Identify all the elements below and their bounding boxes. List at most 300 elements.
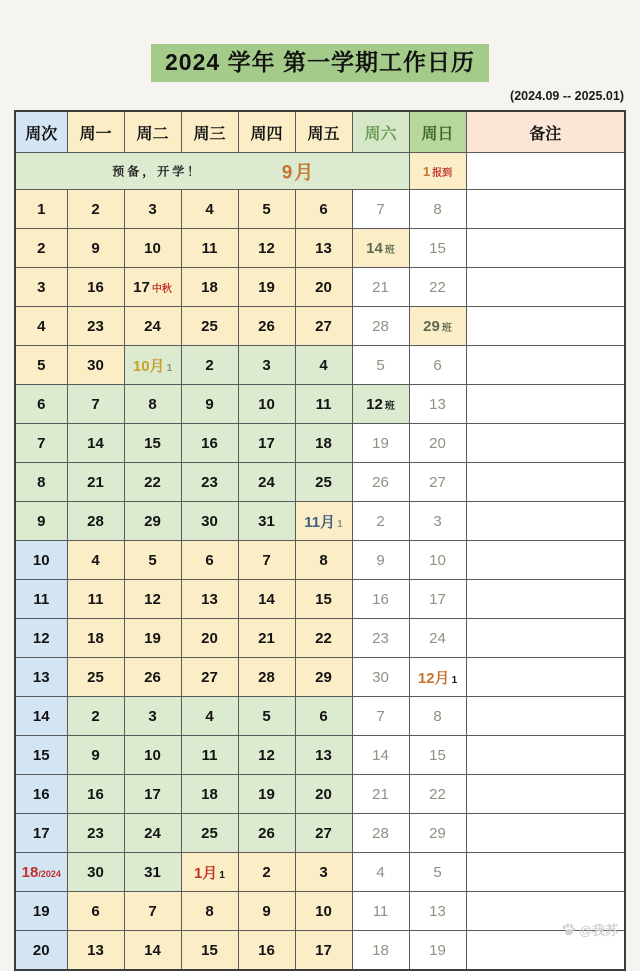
day-cell <box>67 619 124 658</box>
header-row <box>15 111 625 153</box>
day-cell <box>409 502 466 541</box>
cell-text: 6 <box>37 395 46 413</box>
cell-text: 27 <box>315 317 332 335</box>
note-cell <box>466 853 625 892</box>
cell-text: 7 <box>376 707 385 725</box>
day-cell <box>238 736 295 775</box>
day-cell <box>124 385 181 424</box>
week-row <box>15 931 625 971</box>
day-cell <box>352 541 409 580</box>
week-row <box>15 697 625 736</box>
cell-text: 3 <box>433 512 442 530</box>
cell-annotation: 1 <box>166 362 173 374</box>
day-cell <box>409 580 466 619</box>
cell-text: 7 <box>262 551 271 569</box>
cell-text: 23 <box>372 629 389 647</box>
cell-text: 12 <box>366 395 383 413</box>
cell-text: 24 <box>144 824 161 842</box>
day-cell <box>409 190 466 229</box>
cell-text: 13 <box>32 668 50 686</box>
day-cell <box>352 931 409 971</box>
day-cell <box>352 346 409 385</box>
day-cell <box>238 502 295 541</box>
day-cell <box>124 502 181 541</box>
cell-text: 10 <box>429 551 446 569</box>
cell-text: 9 <box>262 902 271 920</box>
day-cell <box>238 307 295 346</box>
cell-text: 7 <box>37 434 46 452</box>
cell-text: 7 <box>148 902 157 920</box>
day-cell <box>67 541 124 580</box>
day-cell <box>352 892 409 931</box>
cell-text: 5 <box>148 551 157 569</box>
day-cell <box>67 736 124 775</box>
week-number-cell <box>15 775 67 814</box>
cell-text: 30 <box>201 512 218 530</box>
week-number-cell <box>15 892 67 931</box>
cell-text: 30 <box>87 863 104 881</box>
week-number-cell <box>15 931 67 971</box>
cell-text: 10 <box>315 902 332 920</box>
cell-text: 22 <box>429 785 446 803</box>
day-cell <box>124 697 181 736</box>
day-cell <box>409 697 466 736</box>
day-cell <box>67 229 124 268</box>
cell-text: 6 <box>91 902 100 920</box>
cell-text: 1 <box>37 200 46 218</box>
week-row <box>15 463 625 502</box>
day-cell <box>352 385 409 424</box>
cell-text: 8 <box>148 395 157 413</box>
week-row <box>15 424 625 463</box>
day-cell <box>295 619 352 658</box>
day-cell <box>409 463 466 502</box>
day-cell <box>124 541 181 580</box>
week-number-cell <box>15 580 67 619</box>
day-cell <box>295 736 352 775</box>
day-cell <box>409 658 466 697</box>
cell-text: 11 <box>372 902 389 920</box>
week-row <box>15 892 625 931</box>
cell-text: 11 <box>315 395 332 413</box>
day-cell <box>181 814 238 853</box>
day-cell <box>124 424 181 463</box>
date-range: (2024.09 -- 2025.01) <box>510 89 624 103</box>
day-cell <box>295 853 352 892</box>
day-cell <box>238 580 295 619</box>
day-cell <box>124 853 181 892</box>
cell-text: 24 <box>144 317 161 335</box>
day-cell <box>352 814 409 853</box>
cell-text: 17 <box>258 434 275 452</box>
header-cell: 周三 <box>181 111 238 153</box>
cell-text: 5 <box>376 356 385 374</box>
day-cell <box>238 658 295 697</box>
day-cell <box>352 307 409 346</box>
day-cell <box>295 541 352 580</box>
cell-text: 6 <box>319 200 328 218</box>
day-cell <box>238 892 295 931</box>
cell-text: 27 <box>429 473 446 491</box>
cell-annotation: 中秋 <box>151 283 172 295</box>
cell-text: 2 <box>37 239 46 257</box>
cell-text: 9 <box>205 395 214 413</box>
cell-text: 2 <box>91 200 100 218</box>
cell-text: 25 <box>201 824 218 842</box>
cell-annotation: 班 <box>441 322 452 334</box>
cell-text: 19 <box>429 941 446 959</box>
day-cell <box>124 346 181 385</box>
cell-text: 11月 <box>304 513 336 531</box>
day-cell <box>352 775 409 814</box>
cell-text: 10 <box>32 551 50 569</box>
cell-text: 7 <box>376 200 385 218</box>
cell-text: 4 <box>91 551 100 569</box>
september-month-row <box>15 153 625 190</box>
day-cell <box>238 697 295 736</box>
cell-text: 18 <box>87 629 104 647</box>
day-cell <box>409 346 466 385</box>
day-cell <box>295 580 352 619</box>
cell-text: 4 <box>205 707 214 725</box>
cell-text: 22 <box>144 473 161 491</box>
cell-text: 3 <box>148 200 157 218</box>
cell-text: 26 <box>144 668 161 686</box>
cell-text: 6 <box>433 356 442 374</box>
day-cell <box>295 385 352 424</box>
day-cell <box>409 931 466 971</box>
cell-text: 19 <box>32 902 50 920</box>
day-cell <box>67 268 124 307</box>
day-cell <box>124 580 181 619</box>
day-cell <box>352 229 409 268</box>
cell-annotation: 1 <box>219 869 225 881</box>
cell-text: 20 <box>315 278 332 296</box>
cell-text: 3 <box>148 707 157 725</box>
week-row <box>15 541 625 580</box>
cell-annotation: 1 <box>337 518 343 530</box>
cell-text: 21 <box>372 278 389 296</box>
note-cell <box>466 580 625 619</box>
day-cell <box>238 385 295 424</box>
week-number-cell <box>15 853 67 892</box>
day-cell <box>181 463 238 502</box>
day-cell <box>238 463 295 502</box>
cell-text: 26 <box>258 317 275 335</box>
cell-annotation: 班 <box>384 244 395 256</box>
cell-text: 8 <box>433 707 442 725</box>
day-cell <box>67 463 124 502</box>
cell-text: 23 <box>87 317 104 335</box>
day-cell <box>67 307 124 346</box>
week-row <box>15 736 625 775</box>
cell-text: 17 <box>144 785 161 803</box>
day-cell <box>124 190 181 229</box>
cell-text: 9 <box>37 512 46 530</box>
day-cell <box>409 814 466 853</box>
week-number-cell <box>15 424 67 463</box>
cell-text: 31 <box>144 863 161 881</box>
cell-text: 28 <box>372 317 389 335</box>
day-cell <box>352 658 409 697</box>
cell-text: 30 <box>372 668 389 686</box>
cell-text: 21 <box>372 785 389 803</box>
day-cell <box>67 346 124 385</box>
day-cell <box>181 502 238 541</box>
cell-text: 13 <box>429 902 446 920</box>
cell-text: 15 <box>201 941 218 959</box>
cell-text: 29 <box>429 824 446 842</box>
day-cell <box>67 814 124 853</box>
cell-text: 8 <box>319 551 328 569</box>
cell-text: 12月 <box>417 669 450 687</box>
day-cell <box>124 931 181 971</box>
week-row <box>15 229 625 268</box>
cell-text: 18 <box>372 941 389 959</box>
cell-text: 8 <box>433 200 442 218</box>
day-cell <box>181 190 238 229</box>
day-cell <box>67 931 124 971</box>
note-cell <box>466 658 625 697</box>
day-cell <box>181 307 238 346</box>
cell-text: 18 <box>21 863 39 881</box>
day-cell <box>295 424 352 463</box>
cell-text: 8 <box>37 473 46 491</box>
cell-text: 14 <box>372 746 389 764</box>
day-cell <box>352 268 409 307</box>
cell-text: 28 <box>87 512 104 530</box>
month-band-note: 预备，开学！ <box>112 164 203 179</box>
header-cell: 周日 <box>409 111 466 153</box>
day-cell <box>67 775 124 814</box>
day-cell <box>124 268 181 307</box>
cell-text: 25 <box>87 668 104 686</box>
day-cell <box>238 853 295 892</box>
day-cell <box>67 385 124 424</box>
cell-text: 17 <box>133 278 150 296</box>
day-cell <box>67 190 124 229</box>
day-cell <box>295 268 352 307</box>
cell-text: 1月 <box>194 864 218 882</box>
day-cell <box>409 853 466 892</box>
day-cell <box>352 736 409 775</box>
day-cell <box>181 736 238 775</box>
day-cell <box>124 463 181 502</box>
cell-text: 1 <box>422 163 431 179</box>
note-cell <box>466 385 625 424</box>
cell-text: 9 <box>91 746 100 764</box>
cell-text: 10 <box>258 395 275 413</box>
cell-text: 23 <box>201 473 218 491</box>
week-number-cell <box>15 385 67 424</box>
header-cell: 周五 <box>295 111 352 153</box>
day-cell <box>238 346 295 385</box>
day-cell <box>238 541 295 580</box>
week-number-cell <box>15 697 67 736</box>
week-row <box>15 658 625 697</box>
cell-text: 12 <box>32 629 50 647</box>
day-cell <box>181 892 238 931</box>
cell-text: 13 <box>87 941 104 959</box>
day-cell <box>409 424 466 463</box>
cell-text: 2 <box>205 356 214 374</box>
day-cell <box>124 658 181 697</box>
cell-text: 19 <box>258 278 275 296</box>
paw-icon <box>561 922 576 937</box>
day-cell <box>295 502 352 541</box>
note-cell <box>466 268 625 307</box>
cell-text: 16 <box>372 590 389 608</box>
day-cell <box>181 385 238 424</box>
week-number-cell <box>15 463 67 502</box>
day-cell <box>238 424 295 463</box>
cell-text: 24 <box>258 473 275 491</box>
cell-annotation: 报到 <box>432 167 453 179</box>
cell-text: 25 <box>201 317 218 335</box>
day-cell <box>124 814 181 853</box>
cell-text: 10 <box>144 239 161 257</box>
cell-text: 2 <box>91 707 100 725</box>
cell-text: 2 <box>376 512 385 530</box>
week-row <box>15 853 625 892</box>
day-cell <box>181 424 238 463</box>
day-cell <box>295 814 352 853</box>
day-cell <box>181 268 238 307</box>
week-row <box>15 307 625 346</box>
cell-text: 16 <box>87 785 104 803</box>
cell-text: 3 <box>37 278 46 296</box>
watermark-text: @我苏 <box>579 923 618 938</box>
cell-text: 16 <box>32 785 50 803</box>
cell-text: 26 <box>372 473 389 491</box>
cell-text: 16 <box>258 941 275 959</box>
cell-text: 4 <box>376 863 385 881</box>
day-cell <box>295 190 352 229</box>
week-row <box>15 502 625 541</box>
day-cell <box>295 697 352 736</box>
note-cell <box>466 346 625 385</box>
day-cell <box>295 229 352 268</box>
week-row <box>15 190 625 229</box>
calendar-table <box>14 110 626 971</box>
day-cell <box>409 619 466 658</box>
cell-text: 30 <box>87 356 104 374</box>
cell-text: 11 <box>33 590 50 608</box>
cell-text: 12 <box>258 746 275 764</box>
day-cell <box>295 307 352 346</box>
cell-text: 14 <box>144 941 161 959</box>
cell-text: 3 <box>319 863 328 881</box>
cell-text: 25 <box>315 473 332 491</box>
cell-text: 14 <box>32 707 50 725</box>
day-cell <box>409 385 466 424</box>
header-cell: 周一 <box>67 111 124 153</box>
cell-text: 11 <box>201 239 218 257</box>
note-cell <box>466 229 625 268</box>
cell-text: 4 <box>37 317 46 335</box>
week-number-cell <box>15 190 67 229</box>
day-cell <box>67 892 124 931</box>
week-row <box>15 385 625 424</box>
day-cell <box>124 229 181 268</box>
cell-text: 21 <box>87 473 104 491</box>
day-cell <box>352 580 409 619</box>
week-row <box>15 580 625 619</box>
week-number-cell <box>15 814 67 853</box>
cell-text: 20 <box>201 629 218 647</box>
week-number-cell <box>15 268 67 307</box>
cell-text: 13 <box>315 239 332 257</box>
cell-text: 29 <box>144 512 161 530</box>
week-row <box>15 814 625 853</box>
september-report-cell <box>409 153 466 190</box>
week-number-cell <box>15 229 67 268</box>
day-cell <box>238 775 295 814</box>
note-cell <box>466 775 625 814</box>
week-number-cell <box>15 346 67 385</box>
note-cell <box>466 463 625 502</box>
week-number-cell <box>15 658 67 697</box>
header-cell: 周次 <box>15 111 67 153</box>
day-cell <box>409 775 466 814</box>
cell-text: 28 <box>372 824 389 842</box>
day-cell <box>181 346 238 385</box>
cell-text: 8 <box>205 902 214 920</box>
month-band-month: 9月 <box>281 162 316 184</box>
cell-text: 13 <box>315 746 332 764</box>
week-row <box>15 268 625 307</box>
cell-annotation: 班 <box>384 400 395 412</box>
cell-text: 13 <box>201 590 218 608</box>
note-cell <box>466 619 625 658</box>
cell-text: 4 <box>319 356 328 374</box>
day-cell <box>67 580 124 619</box>
day-cell <box>67 424 124 463</box>
cell-text: 22 <box>429 278 446 296</box>
cell-text: 27 <box>315 824 332 842</box>
day-cell <box>181 229 238 268</box>
cell-annotation: 1 <box>451 674 458 686</box>
cell-text: 6 <box>205 551 214 569</box>
day-cell <box>295 658 352 697</box>
cell-text: 27 <box>201 668 218 686</box>
week-row <box>15 775 625 814</box>
cell-text: 6 <box>319 707 328 725</box>
page-title: 2024 学年 第一学期工作日历 <box>151 44 489 82</box>
note-cell <box>466 502 625 541</box>
cell-text: 23 <box>87 824 104 842</box>
cell-text: 17 <box>429 590 446 608</box>
cell-text: 20 <box>429 434 446 452</box>
day-cell <box>181 697 238 736</box>
cell-text: 13 <box>429 395 446 413</box>
day-cell <box>409 736 466 775</box>
cell-text: 16 <box>201 434 218 452</box>
day-cell <box>409 307 466 346</box>
note-cell <box>466 153 625 190</box>
week-number-cell <box>15 619 67 658</box>
day-cell <box>67 658 124 697</box>
day-cell <box>181 541 238 580</box>
day-cell <box>409 229 466 268</box>
day-cell <box>409 541 466 580</box>
day-cell <box>181 619 238 658</box>
header-cell: 周六 <box>352 111 409 153</box>
cell-text: 29 <box>315 668 332 686</box>
cell-text: 31 <box>258 512 275 530</box>
cell-text: 7 <box>91 395 100 413</box>
watermark <box>561 920 618 939</box>
